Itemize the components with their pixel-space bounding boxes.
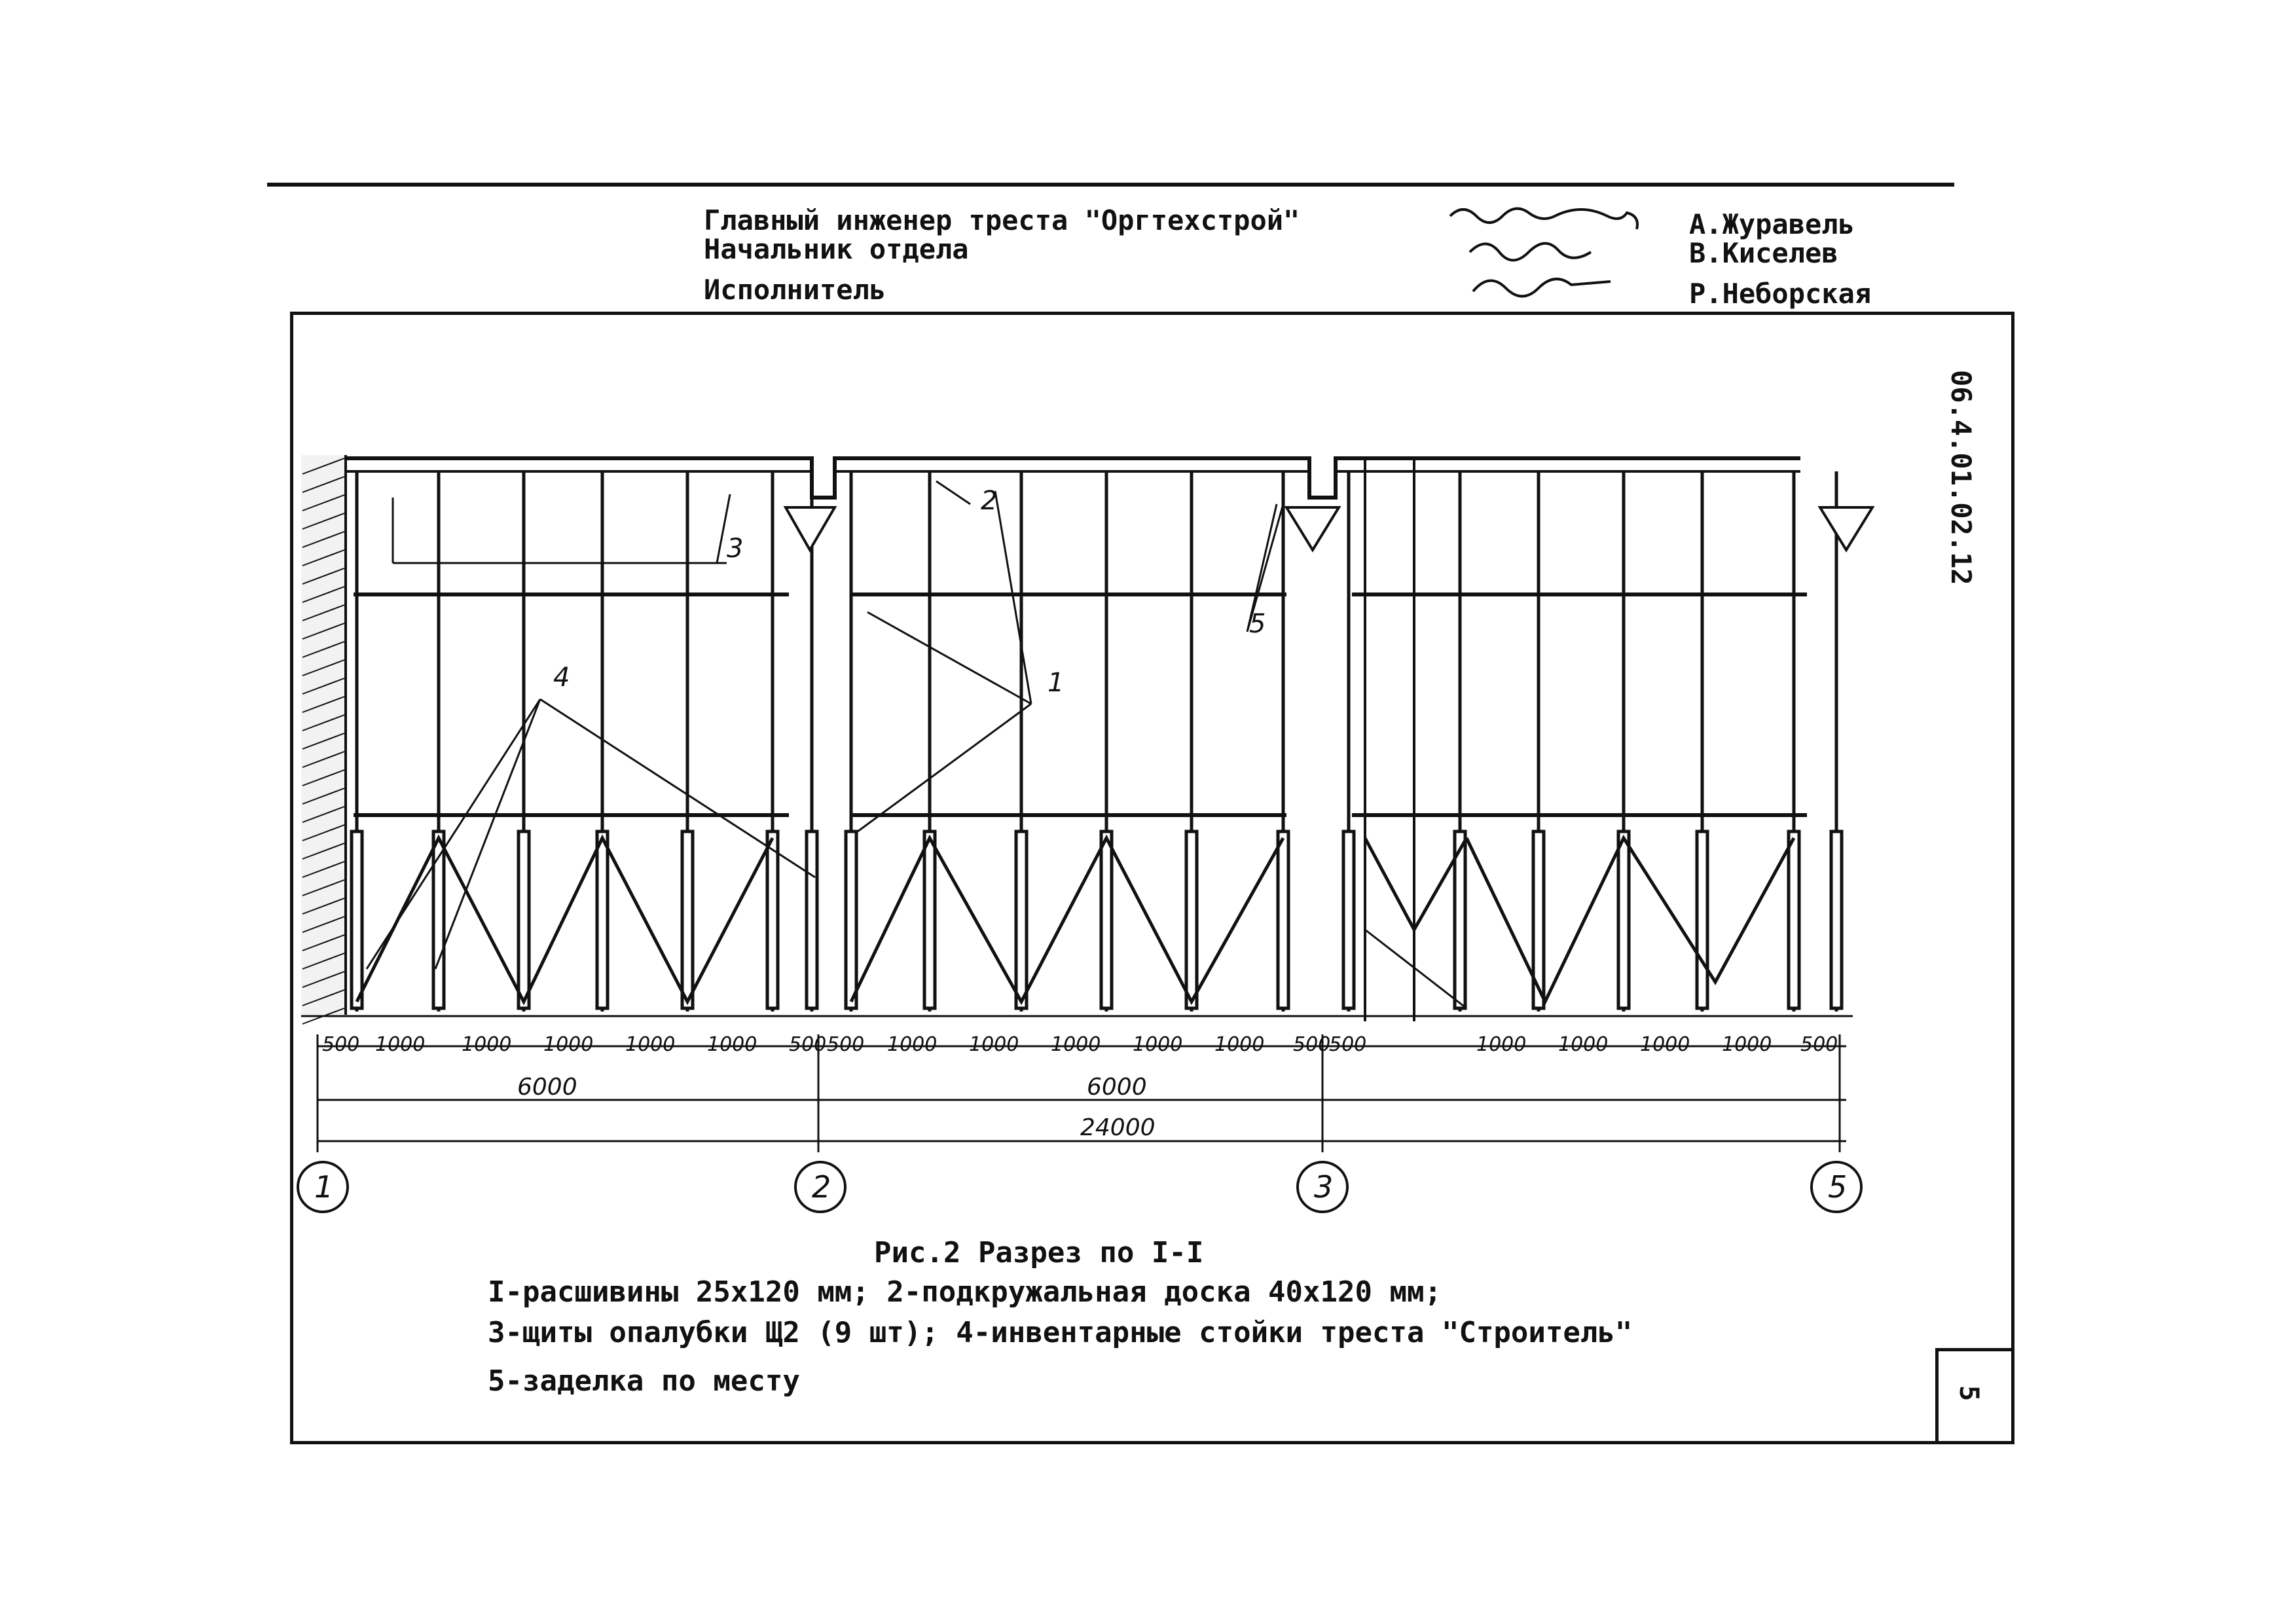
dimension-row1-11: 1000 (1051, 1033, 1101, 1056)
prop-sleeve-12 (1186, 831, 1197, 1008)
axis-label-5: 5 (1828, 1169, 1848, 1205)
dimension-row1-2: 1000 (375, 1033, 426, 1056)
prop-sleeve-1 (352, 831, 362, 1008)
dimension-row1-19: 1000 (1722, 1033, 1772, 1056)
dimension-row1-5: 1000 (625, 1033, 676, 1056)
dimension-row1-20: 500 (1800, 1033, 1838, 1056)
prop-sleeve-17 (1618, 831, 1629, 1008)
prop-sleeve-9 (924, 831, 935, 1008)
dimension-row1-6: 1000 (707, 1033, 757, 1056)
page-number: 5 (1954, 1385, 1984, 1402)
prop-sleeve-13 (1278, 831, 1288, 1008)
prop-sleeve-8 (846, 831, 856, 1008)
dimension-row1-1: 500 (322, 1033, 360, 1056)
callout-3: 3 (727, 534, 744, 564)
dimension-row1-4: 1000 (543, 1033, 594, 1056)
dimension-row1-7: 500 (789, 1033, 827, 1056)
callout-1: 1 (1048, 668, 1065, 698)
prop-sleeve-5 (682, 831, 693, 1008)
dimension-span-b: 6000 (1087, 1074, 1147, 1101)
dimension-row1-14: 500 (1293, 1033, 1331, 1056)
dimension-row1-18: 1000 (1640, 1033, 1690, 1056)
dimension-total: 24000 (1080, 1114, 1156, 1141)
prop-sleeve-19 (1789, 831, 1799, 1008)
dimension-row1-9: 1000 (887, 1033, 938, 1056)
callout-2: 2 (981, 486, 998, 516)
callout-5: 5 (1249, 609, 1266, 639)
dimension-row1-16: 1000 (1476, 1033, 1527, 1056)
title-role-exec: Исполнитель (704, 274, 886, 306)
prop-sleeve-4 (597, 831, 608, 1008)
dimension-row1-13: 1000 (1214, 1033, 1265, 1056)
axis-label-2: 2 (812, 1169, 831, 1205)
legend-line-3: 5-заделка по месту (488, 1364, 800, 1398)
legend-line-1: I-расшивины 25x120 мм; 2-подкружальная доска 40x120 мм; (488, 1275, 1442, 1309)
prop-sleeve-14 (1343, 831, 1354, 1008)
legend-line-2: 3-щиты опалубки Щ2 (9 шт); 4-инвентарные стойки треста "Строитель" (488, 1316, 1633, 1349)
axis-label-3: 3 (1314, 1169, 1334, 1205)
doc-code: 06.4.01.02.12 (1945, 370, 1977, 585)
prop-sleeve-3 (519, 831, 529, 1008)
name-exec: Р.Неборская (1689, 278, 1872, 310)
prop-sleeve-18 (1697, 831, 1707, 1008)
name-chief: А.Журавель (1689, 208, 1855, 240)
dimension-row1-12: 1000 (1133, 1033, 1183, 1056)
name-head: В.Киселев (1689, 237, 1838, 269)
title-role-chief: Главный инженер треста "Оргтехстрой" (704, 204, 1300, 236)
title-role-head: Начальник отдела (704, 233, 969, 265)
prop-sleeve-11 (1101, 831, 1112, 1008)
dimension-row1-10: 1000 (969, 1033, 1019, 1056)
dimension-row1-17: 1000 (1558, 1033, 1609, 1056)
dimension-row1-15: 500 (1329, 1033, 1367, 1056)
figure-caption: Рис.2 Разрез по I-I (874, 1236, 1204, 1269)
prop-sleeve-7 (807, 831, 817, 1008)
callout-4: 4 (553, 663, 570, 693)
axis-label-1: 1 (314, 1169, 334, 1205)
prop-sleeve-10 (1016, 831, 1027, 1008)
dimension-span-a: 6000 (517, 1074, 577, 1101)
dimension-row1-8: 500 (827, 1033, 865, 1056)
dimension-row1-3: 1000 (462, 1033, 512, 1056)
prop-sleeve-20 (1831, 831, 1842, 1008)
prop-sleeve-6 (767, 831, 778, 1008)
